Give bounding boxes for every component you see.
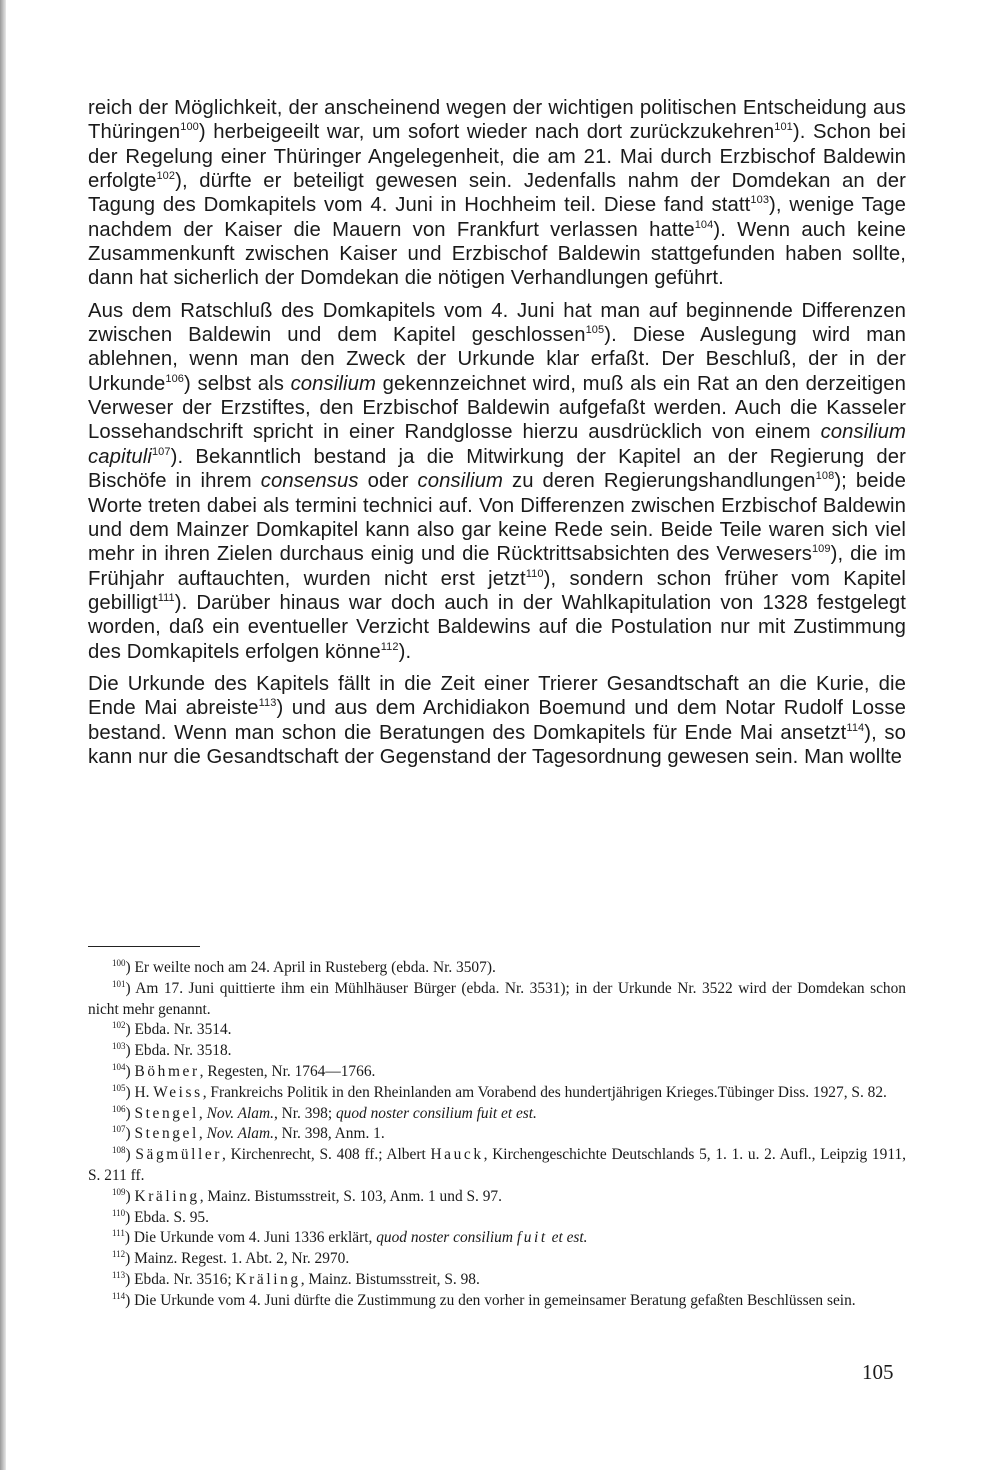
- italic-text: quod noster consilium fuit et est.: [335, 1104, 537, 1122]
- footnote: [88, 1145, 906, 1187]
- text-run: ) Ebda. Nr. 3518.: [125, 1042, 232, 1060]
- author-name: Weiss: [153, 1083, 203, 1101]
- text-run: ) Die Urkunde vom 4. Juni dürfte die Zustimmung zu den vorher in gemeinsamer Beratung gefaßten Beschlüssen sein.: [125, 1291, 856, 1309]
- text-run: , Mainz. Bistumsstreit, S. 103, Anm. 1 und S. 97.: [199, 1187, 502, 1205]
- footnote-reference: 112: [112, 1249, 126, 1260]
- footnote: [88, 1062, 906, 1083]
- author-name: Kräling: [235, 1270, 301, 1288]
- italic-text: consensus: [260, 470, 359, 493]
- paragraph: [88, 96, 906, 291]
- text-run: ): [125, 1062, 135, 1080]
- text-run: ).: [398, 640, 412, 663]
- text-run: ): [125, 1146, 136, 1164]
- text-run: , Kirchengeschichte Deutschlands 5, 1. 1. u. 2. Aufl., Leipzig 1911, S. 211 ff.: [88, 1146, 906, 1184]
- footnote-reference: 114: [846, 721, 865, 734]
- text-run: , Regesten, Nr. 1764—1766.: [199, 1062, 376, 1080]
- page-gutter-shadow: [0, 0, 6, 1470]
- footnote-reference: 109: [112, 1186, 126, 1197]
- text-run: ) Die Urkunde vom 4. Juni 1336 erklärt,: [124, 1229, 377, 1247]
- italic-text: quod noster consilium: [376, 1229, 517, 1247]
- text-run: ) Er weilte noch am 24. April in Rusteberg (ebda. Nr. 3507).: [125, 959, 496, 976]
- footnote: [88, 1083, 906, 1104]
- text-run: ). Darüber hinaus war doch auch in der Wahlkapitulation von 1328 festgelegt worden, daß ein eventueller Verzicht Baldewins auf die Postulation nur mit Zustimmung des Domkapitels erfolgen könne: [88, 591, 906, 663]
- author-name: Hauck: [430, 1146, 484, 1164]
- footnote-reference: 107: [112, 1124, 126, 1135]
- text-run: Aus dem Ratschluß des Domkapitels vom 4. Juni hat man auf beginnende Differenzen zwischen Baldewin und dem Kapitel geschlossen: [88, 299, 906, 347]
- text-run: ), die im Frühjahr auftauchten, wurden nicht erst jetzt: [88, 543, 906, 590]
- footnote: [88, 1291, 906, 1312]
- text-run: ). Diese Auslegung wird man ablehnen, wenn man den Zweck der Urkunde klar erfaßt. Der Beschluß, der in der Urkunde: [88, 324, 906, 395]
- body-text-block: [88, 96, 906, 769]
- footnote-reference: 113: [112, 1269, 126, 1280]
- footnote-reference: 111: [157, 591, 175, 604]
- footnote-reference: 102: [112, 1020, 126, 1031]
- author-name: Böhmer: [134, 1062, 200, 1080]
- footnote-reference: 107: [151, 445, 171, 458]
- footnote-reference: 106: [112, 1103, 126, 1114]
- text-run: ). Schon bei der Regelung einer Thüringer Angelegenheit, die am 21. Mai durch Erzbischof Baldewin erfolgte: [88, 121, 906, 193]
- paragraph: [88, 672, 906, 769]
- text-run: , Nr. 398;: [273, 1104, 336, 1122]
- text-run: ) selbst als: [184, 372, 291, 395]
- footnote-reference: 101: [774, 121, 793, 134]
- text-run: ): [125, 1125, 135, 1143]
- text-run: ), wenige Tage nachdem der Kaiser die Mauern von Frankfurt verlassen hatte: [88, 194, 906, 241]
- footnote-reference: 110: [112, 1207, 126, 1218]
- text-run: ) Ebda. S. 95.: [125, 1208, 209, 1226]
- author-name: Stengel: [134, 1104, 199, 1122]
- text-run: ) Ebda. Nr. 3516;: [125, 1270, 236, 1288]
- page-number: 105: [862, 1360, 894, 1384]
- text-run: ). Bekanntlich bestand ja die Mitwirkung der Kapitel an der Regierung der Bischöfe in ihrem: [88, 445, 906, 493]
- footnote-reference: 103: [112, 1041, 126, 1052]
- text-run: , Frankreichs Politik in den Rheinlanden am Vorabend des hundertjährigen Krieges.Tübinger Diss. 1927, S. 82.: [202, 1083, 887, 1101]
- footnote: [88, 1208, 906, 1229]
- footnote: [88, 1249, 906, 1270]
- footnote-reference: 108: [112, 1145, 126, 1156]
- text-run: ). Wenn auch keine Zusammenkunft zwischen Kaiser und Erzbischof Baldewin stattgefunden haben sollte, dann hat sicherlich der Domdekan die nötigen Verhandlungen geführt.: [88, 218, 906, 290]
- footnote-reference: 114: [112, 1290, 126, 1301]
- text-run: ), dürfte er beteiligt gewesen sein. Jedenfalls nahm der Domdekan an der Tagung des Domkapitels vom 4. Juni in Hochheim teil. Diese fand statt: [88, 170, 906, 217]
- footnote: [88, 1187, 906, 1208]
- italic-text: et est.: [547, 1229, 588, 1247]
- main-text: [88, 96, 906, 777]
- text-run: ) Mainz. Regest. 1. Abt. 2, Nr. 2970.: [125, 1250, 350, 1268]
- footnote-reference: 104: [694, 218, 714, 231]
- text-run: ) Am 17. Juni quittierte ihm ein Mühlhäuser Bürger (ebda. Nr. 3531); in der Urkunde Nr. 3522 wird der Domdekan schon nicht mehr genannt.: [88, 979, 906, 1018]
- footnote-reference: 105: [585, 324, 605, 337]
- paragraph: [88, 299, 906, 664]
- footnote-reference: 104: [112, 1061, 126, 1072]
- footnote: [88, 1104, 906, 1125]
- text-run: ) und aus dem Archidiakon Boemund und dem Notar Rudolf Losse bestand. Wenn man schon die Beratungen des Domkapitels für Ende Mai ansetzt: [88, 697, 906, 744]
- text-run: ) H.: [125, 1083, 154, 1101]
- text-run: ), so kann nur die Gesandtschaft der Gegenstand der Tagesordnung gewesen sein. Man wollte: [88, 721, 906, 768]
- text-run: ): [125, 1187, 135, 1205]
- footnote-reference: 101: [112, 978, 126, 989]
- text-run: ) herbeigeeilt war, um sofort wieder nach dort zurückzukehren: [198, 121, 775, 144]
- author-name: Stengel: [134, 1125, 199, 1143]
- text-run: , Mainz. Bistumsstreit, S. 98.: [300, 1270, 480, 1288]
- footnote-reference: 102: [156, 170, 176, 183]
- text-run: reich der Möglichkeit, der anscheinend wegen der wichtigen politischen Entscheidung aus Thüringen: [88, 97, 906, 144]
- footnote: [88, 979, 906, 1021]
- footnote-reference: 112: [380, 640, 399, 653]
- text-run: zu deren Regierungshandlungen: [502, 470, 816, 493]
- footnote: [88, 1124, 906, 1145]
- italic-text: consilium capituli: [88, 421, 906, 468]
- footnote: [88, 1228, 906, 1249]
- italic-text: Nov. Alam.: [206, 1125, 274, 1143]
- text-run: ,: [198, 1125, 207, 1143]
- emphasized-text: fuit: [516, 1229, 548, 1247]
- text-run: ) Ebda. Nr. 3514.: [125, 1021, 232, 1039]
- text-run: , Kirchenrecht, S. 408 ff.; Albert: [222, 1146, 431, 1164]
- author-name: Sägmüller: [135, 1146, 223, 1164]
- footnote-reference: 100: [180, 121, 199, 134]
- footnotes-block: [88, 958, 906, 1312]
- text-run: ): [125, 1104, 135, 1122]
- footnote-reference: 100: [112, 958, 126, 968]
- footnote-reference: 110: [525, 567, 544, 580]
- footnote-reference: 106: [165, 372, 185, 385]
- text-run: ); beide Worte treten dabei als termini technici auf. Von Differenzen zwischen Erzbischof Baldewin und dem Mainzer Domkapitel kann also gar keine Rede sein. Beide Teile waren sich viel mehr in ihren Zielen durchaus einig und die Rücktrittsabsichten des Verwesers: [88, 470, 906, 566]
- text-run: Die Urkunde des Kapitels fällt in die Zeit einer Trierer Gesandtschaft an die Kurie, die Ende Mai abreiste: [88, 672, 906, 720]
- italic-text: consilium: [290, 372, 376, 395]
- footnote-reference: 113: [258, 697, 277, 710]
- footnote-reference: 109: [811, 543, 831, 556]
- text-run: ,: [198, 1104, 207, 1122]
- footnote: [88, 1020, 906, 1041]
- footnote: [88, 1270, 906, 1291]
- footnote-reference: 111: [112, 1228, 125, 1239]
- italic-text: Nov. Alam.: [206, 1104, 274, 1122]
- footnote-separator: [88, 946, 200, 947]
- text-run: , Nr. 398, Anm. 1.: [273, 1125, 385, 1143]
- footnote: [88, 1041, 906, 1062]
- text-run: gekennzeichnet wird, muß als ein Rat an den derzeitigen Verweser der Erzstiftes, den Erzbischof Baldewin aufgefaßt werden. Auch die Kasseler Lossehandschrift spricht in einer Randglosse hierzu ausdrücklich von einem: [88, 372, 906, 444]
- footnote-reference: 105: [112, 1082, 126, 1093]
- text-run: oder: [358, 470, 418, 493]
- author-name: Kräling: [134, 1187, 200, 1205]
- footnote-reference: 108: [815, 470, 835, 483]
- footnote: [88, 958, 906, 979]
- footnote-reference: 103: [750, 194, 770, 207]
- text-run: ), sondern schon früher vom Kapitel gebilligt: [88, 567, 906, 614]
- italic-text: consilium: [417, 470, 503, 493]
